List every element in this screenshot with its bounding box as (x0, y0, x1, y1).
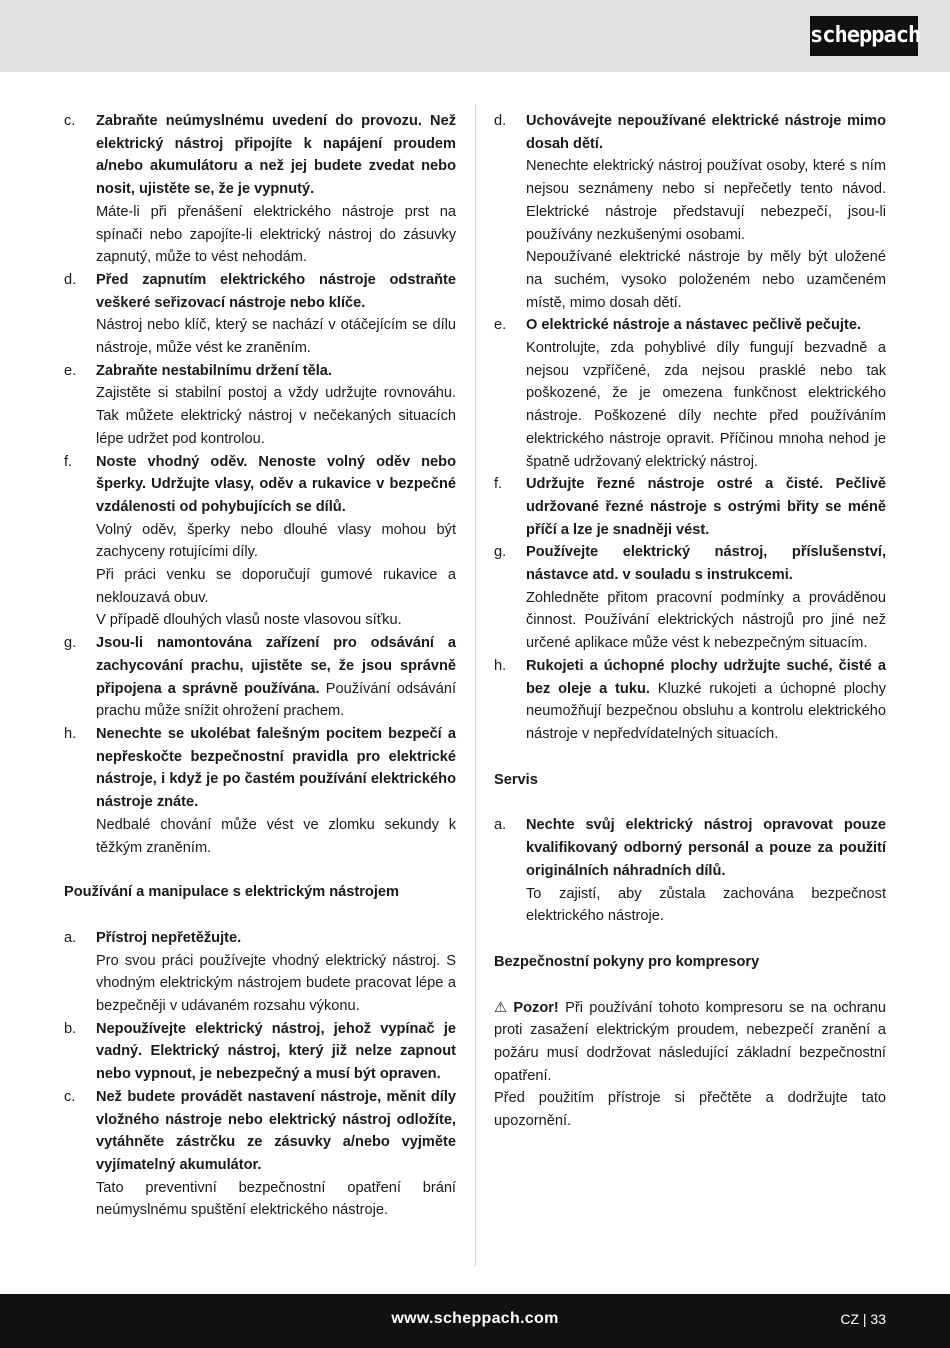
item-paragraph: Nenechte elektrický nástroj používat osoby, které s ním nejsou seznámeny nebo si nepřečetly tento návod. Elektrické nástroje představují nebezpečí, jsou-li používány nezkušenými osobami. (526, 158, 886, 243)
item-letter: g. (494, 544, 507, 561)
item-paragraph: Máte-li při přenášení elektrického nástroje prst na spínači nebo zapojíte-li elektrický nástroj do zásuvky zapnutý, může to vést nehodám. (96, 203, 456, 266)
item-first-paragraph (96, 927, 456, 950)
item-heading: Zabraňte neúmyslnému uvedení do provozu. Než elektrický nástroj připojíte k napájení proudem a/nebo akumulátoru a než jej budete zvedat nebo nosit, ujistěte se, že je vypnutý. (96, 113, 456, 198)
item-first-paragraph (526, 541, 886, 586)
item-body (96, 1086, 456, 1222)
item-body (526, 655, 886, 746)
item-body (96, 632, 456, 723)
item-body (526, 473, 886, 541)
page-header (0, 0, 950, 72)
warning-text-2: Před použitím přístroje si přečtěte a dodržujte tato upozornění. (494, 1090, 886, 1130)
list-item (494, 655, 886, 746)
item-paragraph: Tato preventivní bezpečnostní opatření brání neúmyslnému spuštění elektrického nástroje. (96, 1179, 456, 1219)
item-first-paragraph (526, 814, 886, 882)
warning-triangle-icon: ⚠ (494, 999, 508, 1016)
item-body (96, 360, 456, 451)
item-first-paragraph (526, 110, 886, 155)
item-heading: Zabraňte nestabilnímu držení těla. (96, 362, 332, 379)
item-paragraph: Pro svou práci používejte vhodný elektrický nástroj. S vhodným elektrickým nástrojem budete pracovat lépe a bezpečněji v udávaném rozsahu výkonu. (96, 952, 456, 1015)
item-first-paragraph (526, 473, 886, 541)
item-letter: e. (64, 362, 77, 379)
right-column (494, 110, 886, 1133)
item-body (96, 1018, 456, 1086)
safety-list-servis (494, 814, 886, 928)
item-body (96, 110, 456, 269)
item-paragraph: V případě dlouhých vlasů noste vlasovou síťku. (96, 612, 402, 629)
item-inline-text: Kluzké rukojeti a úchopné plochy neumožňují bezpečnou obsluhu a kontrolu elektrického nástroje v nepředvídatelných situacích. (526, 680, 886, 742)
section-heading-usage: Používání a manipulace s elektrickým nástrojem (64, 884, 399, 901)
item-heading: Nenechte se ukolébat falešným pocitem bezpečí a nepřeskočte bezpečnostní pravidla pro elektrické nástroje, i když je po častém používání elektrického nástroje znáte. (96, 725, 456, 811)
item-paragraph: Zohledněte přitom pracovní podmínky a prováděnou činnost. Používání elektrických nástrojů pro jiné než určené aplikace může vést k nebezpečným situacím. (526, 589, 886, 652)
warning-paragraph (494, 997, 886, 1088)
item-letter: d. (64, 271, 77, 288)
warning-label: Pozor! (513, 999, 559, 1016)
list-item (64, 1086, 456, 1222)
item-letter: h. (494, 657, 507, 674)
item-first-paragraph (96, 1018, 456, 1086)
section-heading-compressor: Bezpečnostní pokyny pro kompresory (494, 953, 760, 970)
item-first-paragraph (526, 655, 886, 746)
list-item (494, 110, 886, 314)
website-link[interactable]: www.scheppach.com (391, 1310, 559, 1327)
item-body (526, 541, 886, 655)
item-first-paragraph (96, 632, 456, 723)
item-letter: e. (494, 317, 507, 334)
list-item (64, 632, 456, 723)
list-item (494, 314, 886, 473)
item-paragraph: Kontrolujte, zda pohyblivé díly fungují bezvadně a nejsou vzpříčené, zda nejsou prasklé nebo tak poškozené, že je omezena funkčnost elektrického nástroje. Poškozené díly nechte před používáním elektrického nástroje opravit. Příčinou mnoha nehod je špatně udržovaný elektrický nástroj. (526, 340, 886, 470)
item-paragraph: Při práci venku se doporučují gumové rukavice a neklouzavá obuv. (96, 567, 456, 606)
item-paragraph: Zajistěte si stabilní postoj a vždy udržujte rovnováhu. Tak můžete elektrický nástroj v nečekaných situacích lépe udržet pod kontrolou. (96, 385, 456, 447)
item-heading: Nepoužívejte elektrický nástroj, jehož vypínač je vadný. Elektrický nástroj, který již nelze zapnout nebo vypnout, je nebezpečný a musí být opraven. (96, 1020, 456, 1083)
page-footer (0, 1294, 950, 1348)
item-first-paragraph (96, 723, 456, 814)
item-letter: c. (64, 113, 76, 129)
item-heading: Než budete provádět nastavení nástroje, měnit díly vložného nástroje nebo elektrický nástroj odložíte, vytáhněte zástrčku ze zásuvky a/nebo vyjměte vyjímatelný akumulátor. (96, 1088, 456, 1173)
item-letter: c. (64, 1088, 76, 1105)
item-paragraph: Nástroj nebo klíč, který se nachází v otáčejícím se dílu nástroje, může vést ke zraněním. (96, 317, 456, 357)
list-item (64, 269, 456, 360)
list-item (64, 1018, 456, 1086)
item-body (96, 723, 456, 859)
item-body (96, 451, 456, 633)
item-paragraph: Volný oděv, šperky nebo dlouhé vlasy mohou být zachyceny rotujícími díly. (96, 521, 456, 561)
list-item (494, 473, 886, 541)
item-letter: g. (64, 635, 77, 652)
item-first-paragraph (96, 360, 456, 383)
list-item (64, 927, 456, 1018)
item-letter: a. (494, 817, 507, 834)
item-letter: f. (494, 476, 503, 493)
safety-list-usage (64, 927, 456, 1222)
list-item (494, 814, 886, 928)
item-heading: Udržujte řezné nástroje ostré a čisté. Pečlivě udržované řezné nástroje s ostrými břity se méně příčí a lze je snadněji vést. (526, 476, 886, 538)
list-item (64, 451, 456, 633)
item-first-paragraph (96, 269, 456, 314)
safety-list-person (64, 110, 456, 859)
item-paragraph: Nepoužívané elektrické nástroje by měly být uložené na suchém, vysoko položeném nebo uzamčeném místě, mimo dosah dětí. (526, 249, 886, 311)
item-letter: b. (64, 1020, 77, 1037)
left-column (64, 110, 456, 1222)
item-heading: Používejte elektrický nástroj, příslušenství, nástavce atd. v souladu s instrukcemi. (526, 544, 886, 584)
item-first-paragraph (96, 1086, 456, 1177)
section-heading-servis: Servis (494, 771, 538, 788)
item-body (96, 269, 456, 360)
item-letter: a. (64, 929, 77, 946)
item-heading: Noste vhodný oděv. Nenoste volný oděv nebo šperky. Udržujte vlasy, oděv a rukavice v bezpečné vzdálenosti od pohybujících se dílů. (96, 453, 456, 515)
item-first-paragraph (526, 314, 886, 337)
item-body (96, 927, 456, 1018)
item-letter: d. (494, 113, 507, 129)
list-item (64, 360, 456, 451)
item-body (526, 814, 886, 928)
item-body (526, 314, 886, 473)
item-heading: Jsou-li namontována zařízení pro odsávání a zachycování prachu, ujistěte se, že jsou správně připojena a správně používána. (96, 635, 456, 697)
item-heading: Přístroj nepřetěžujte. (96, 929, 242, 946)
item-heading: Rukojeti a úchopné plochy udržujte suché, čisté a bez oleje a tuku. (526, 657, 886, 697)
safety-list-usage-continued (494, 110, 886, 746)
list-item (64, 110, 456, 269)
scheppach-logo: scheppach (810, 16, 918, 56)
warning-text: Při používání tohoto kompresoru se na ochranu proti zasažení elektrickým proudem, nebezpečí zranění a požáru musí dodržovat následující základní bezpečnostní opatření. (494, 999, 886, 1084)
list-item (64, 723, 456, 859)
item-heading: O elektrické nástroje a nástavec pečlivě pečujte. (526, 317, 862, 334)
item-first-paragraph (96, 110, 456, 201)
item-inline-text: Používání odsávání prachu může snížit ohrožení prachem. (96, 680, 456, 720)
column-divider (475, 104, 476, 1266)
item-heading: Uchovávejte nepoužívané elektrické nástroje mimo dosah dětí. (526, 113, 886, 152)
item-letter: h. (64, 725, 77, 742)
item-first-paragraph (96, 451, 456, 519)
item-paragraph: To zajistí, aby zůstala zachována bezpečnost elektrického nástroje. (526, 885, 886, 925)
item-heading: Před zapnutím elektrického nástroje odstraňte veškeré seřizovací nástroje nebo klíče. (96, 271, 456, 311)
item-paragraph: Nedbalé chování může vést ve zlomku sekundy k těžkým zraněním. (96, 816, 456, 856)
item-body (526, 110, 886, 314)
list-item (494, 541, 886, 655)
item-heading: Nechte svůj elektrický nástroj opravovat pouze kvalifikovaný odborný personál a pouze za použití originálních náhradních dílů. (526, 817, 886, 879)
item-letter: f. (64, 453, 73, 470)
page-number: CZ | 33 (840, 1311, 886, 1327)
